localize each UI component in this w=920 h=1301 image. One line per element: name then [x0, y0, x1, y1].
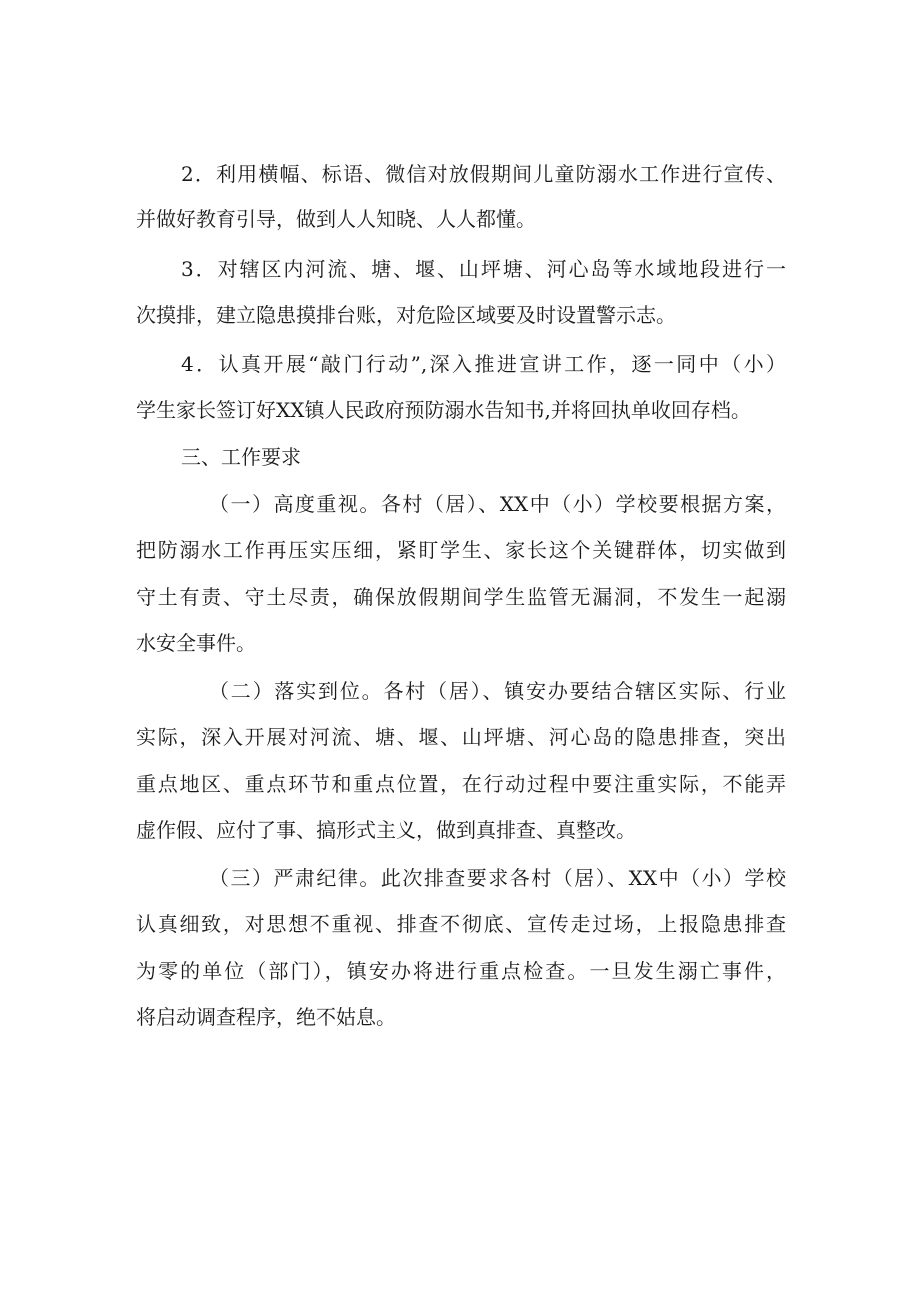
section-heading-text: 三、工作要求	[181, 445, 301, 469]
paragraph-item-4-line-1	[0, 346, 920, 382]
text-line: 重点地区、重点环节和重点位置，在行动过程中要注重实际，不能弄	[136, 772, 786, 796]
text-line: 2．利用横幅、标语、微信对放假期间儿童防溺水工作进行宣传、	[181, 162, 786, 186]
requirement-3-line-4	[0, 999, 920, 1035]
requirement-2-line-2	[0, 719, 920, 755]
text-line: 3．对辖区内河流、塘、堰、山坪塘、河心岛等水域地段进行一	[181, 257, 786, 281]
requirement-3-line-2	[0, 906, 920, 942]
text-line: 为零的单位（部门），镇安办将进行重点检查。一旦发生溺亡事件，	[136, 959, 786, 983]
text-line: （一）高度重视。各村（居）、XX中（小）学校要根据方案，	[209, 492, 786, 516]
requirement-1-line-3	[0, 579, 920, 615]
text-line: 把防溺水工作再压实压细，紧盯学生、家长这个关键群体，切实做到	[136, 538, 786, 562]
text-line: （二）落实到位。各村（居）、镇安办要结合辖区实际、行业	[209, 679, 786, 703]
requirement-2-line-3	[0, 766, 920, 802]
text-line: 学生家长签订好XX镇人民政府预防溺水告知书,并将回执单收回存档。	[136, 398, 751, 422]
text-line: 并做好教育引导，做到人人知晓、人人都懂。	[136, 207, 536, 231]
text-line: 认真细致，对思想不重视、排查不彻底、宣传走过场，上报隐患排查	[136, 912, 786, 936]
text-line: 次摸排，建立隐患摸排台账，对危险区域要及时设置警示志。	[136, 303, 676, 327]
section-heading	[0, 439, 920, 475]
text-line: 4．认真开展“敲门行动”,深入推进宣讲工作，逐一同中（小）	[181, 352, 786, 376]
requirement-1-line-4	[0, 625, 920, 661]
text-line: （三）严肃纪律。此次排查要求各村（居）、XX中（小）学校	[209, 866, 786, 890]
paragraph-item-3-line-1	[0, 251, 920, 287]
text-line: 水安全事件。	[136, 631, 256, 655]
requirement-1-line-2	[0, 532, 920, 568]
text-line: 虚作假、应付了事、搞形式主义，做到真排查、真整改。	[136, 818, 636, 842]
paragraph-item-2-line-1	[0, 156, 920, 192]
paragraph-item-2-line-2	[0, 201, 920, 237]
text-line: 守土有责、守土尽责，确保放假期间学生监管无漏洞，不发生一起溺	[136, 585, 786, 609]
paragraph-item-3-line-2	[0, 297, 920, 333]
requirement-3-line-1	[0, 860, 920, 896]
text-line: 实际，深入开展对河流、塘、堰、山坪塘、河心岛的隐患排查，突出	[136, 725, 786, 749]
requirement-1-line-1	[0, 486, 920, 522]
requirement-2-line-4	[0, 812, 920, 848]
requirement-3-line-3	[0, 953, 920, 989]
paragraph-item-4-line-2	[0, 392, 920, 428]
text-line: 将启动调查程序，绝不姑息。	[136, 1005, 396, 1029]
requirement-2-line-1	[0, 673, 920, 709]
